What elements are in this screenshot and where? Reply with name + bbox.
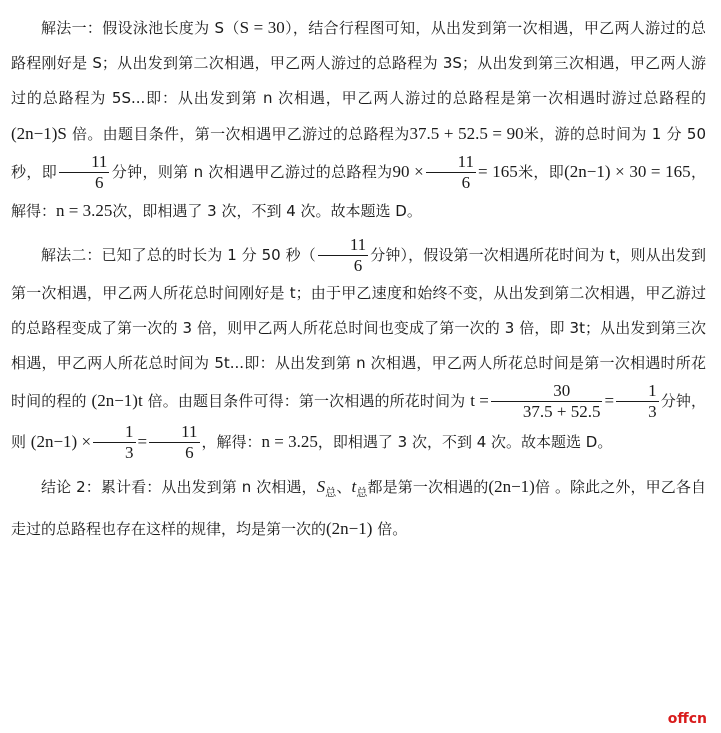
- text: 分钟，则: [11, 392, 706, 451]
- text: ，解得：: [11, 163, 706, 220]
- text: 米，游的总时间为 1 分 50 秒，即: [11, 125, 706, 181]
- text: 结论 2：累计看：从出发到第 n 次相遇，: [41, 478, 317, 496]
- text: ，解得：: [201, 433, 262, 451]
- text: 倍。由题目条件可得：第一次相遇的所花时间为: [147, 392, 466, 410]
- fraction: [59, 152, 109, 193]
- formula: (2n−1) ×: [30, 432, 92, 451]
- formula: (2n−1): [326, 519, 373, 538]
- text: 都是第一次相遇的: [367, 478, 489, 496]
- formula: (2n−1) × 30 = 165: [564, 162, 691, 181]
- text: 倍 。除此之外，甲乙各自走过的总路程也存在这样的规律，均是第一次的: [11, 478, 706, 538]
- fraction-denominator: 3: [648, 402, 657, 421]
- text: 解法二：已知了总的时长为 1 分 50 秒（: [41, 246, 316, 264]
- fraction-denominator: 3: [125, 443, 134, 462]
- solution-method-two: [11, 235, 706, 463]
- fraction-denominator: 6: [185, 443, 194, 462]
- fraction-denominator: 6: [461, 173, 471, 192]
- formula: =: [604, 391, 615, 410]
- formula: n = 3.25: [56, 201, 113, 220]
- formula: 37.5 + 52.5 = 90: [409, 124, 524, 143]
- text: 米，即: [517, 163, 565, 181]
- fraction-denominator: 6: [353, 256, 363, 275]
- fraction-numerator: 11: [318, 235, 368, 256]
- formula: S = 30: [239, 18, 285, 37]
- text: 解法一：假设泳池长度为 S（: [41, 19, 240, 37]
- subscript: 总: [325, 487, 337, 499]
- fraction: [318, 235, 368, 276]
- text: ），结合行程图可知，从出发到第一次相遇，甲乙两人游过的总路程刚好是 S；从出发到第二次相遇，甲乙两人游过的总路程为 3S；从出发到第三次相遇，甲乙两人游过的总路程为 5S...即：从出发到第 n 次相遇，甲乙两人游过的总路程是第一次相遇时游过总路程的: [11, 19, 706, 107]
- symbol: t: [351, 477, 357, 496]
- fraction-denominator: 6: [95, 173, 104, 192]
- text: 次，即相遇了 3 次，不到 4 次。故本题选 D。: [112, 202, 422, 220]
- text: 分钟，则第 n 次相遇甲乙游过的总路程为: [111, 163, 393, 181]
- fraction-numerator: 11: [149, 422, 199, 443]
- solution-document: [11, 10, 706, 553]
- formula: (2n−1): [488, 477, 535, 496]
- fraction: [491, 381, 603, 422]
- symbol-t-total: [351, 477, 368, 499]
- fraction: [616, 381, 659, 422]
- symbol: S: [316, 477, 326, 496]
- formula: 90 ×: [392, 162, 424, 181]
- subscript: 总: [356, 487, 368, 499]
- separator: 、: [336, 478, 352, 496]
- formula: =: [137, 432, 148, 451]
- solution-method-one: [11, 10, 706, 229]
- formula: n = 3.25: [261, 432, 318, 451]
- formula: = 165: [478, 162, 518, 181]
- fraction-numerator: 11: [59, 152, 109, 173]
- formula: (2n−1)S: [11, 124, 67, 143]
- fraction: [149, 422, 199, 463]
- conclusion-two: [11, 469, 706, 547]
- fraction-denominator: 37.5 + 52.5: [522, 402, 601, 421]
- fraction: [426, 152, 476, 193]
- symbol-s-total: [316, 477, 337, 499]
- fraction-numerator: 1: [616, 381, 659, 402]
- text: 分钟），假设第一次相遇所花时间为 t，则从出发到第一次相遇，甲乙两人所花总时间刚好是 t；由于甲乙速度和始终不变，从出发到第二次相遇，甲乙游过的总路程变成了第一次的 3 倍，则甲乙两人所花总时间也变成了第一次的 3 倍，即 3t；从出发到第三次相遇，甲乙两人所花总时间为 5t...即：从出发到第 n 次相遇，甲乙两人所花总时间是第一次相遇时所花时间的程的: [11, 246, 706, 410]
- text: ，即相遇了 3 次，不到 4 次。故本题选 D。: [317, 433, 613, 451]
- text: 倍。由题目条件，第一次相遇甲乙游过的总路程为: [72, 125, 410, 143]
- formula: (2n−1)t: [91, 391, 143, 410]
- text: 倍。: [377, 520, 408, 538]
- fraction: [93, 422, 136, 463]
- fraction-numerator: 11: [426, 152, 476, 173]
- offcn-watermark: offcn: [667, 711, 707, 727]
- fraction-numerator: 30: [491, 381, 603, 402]
- formula: t =: [470, 391, 489, 410]
- fraction-numerator: 1: [93, 422, 136, 443]
